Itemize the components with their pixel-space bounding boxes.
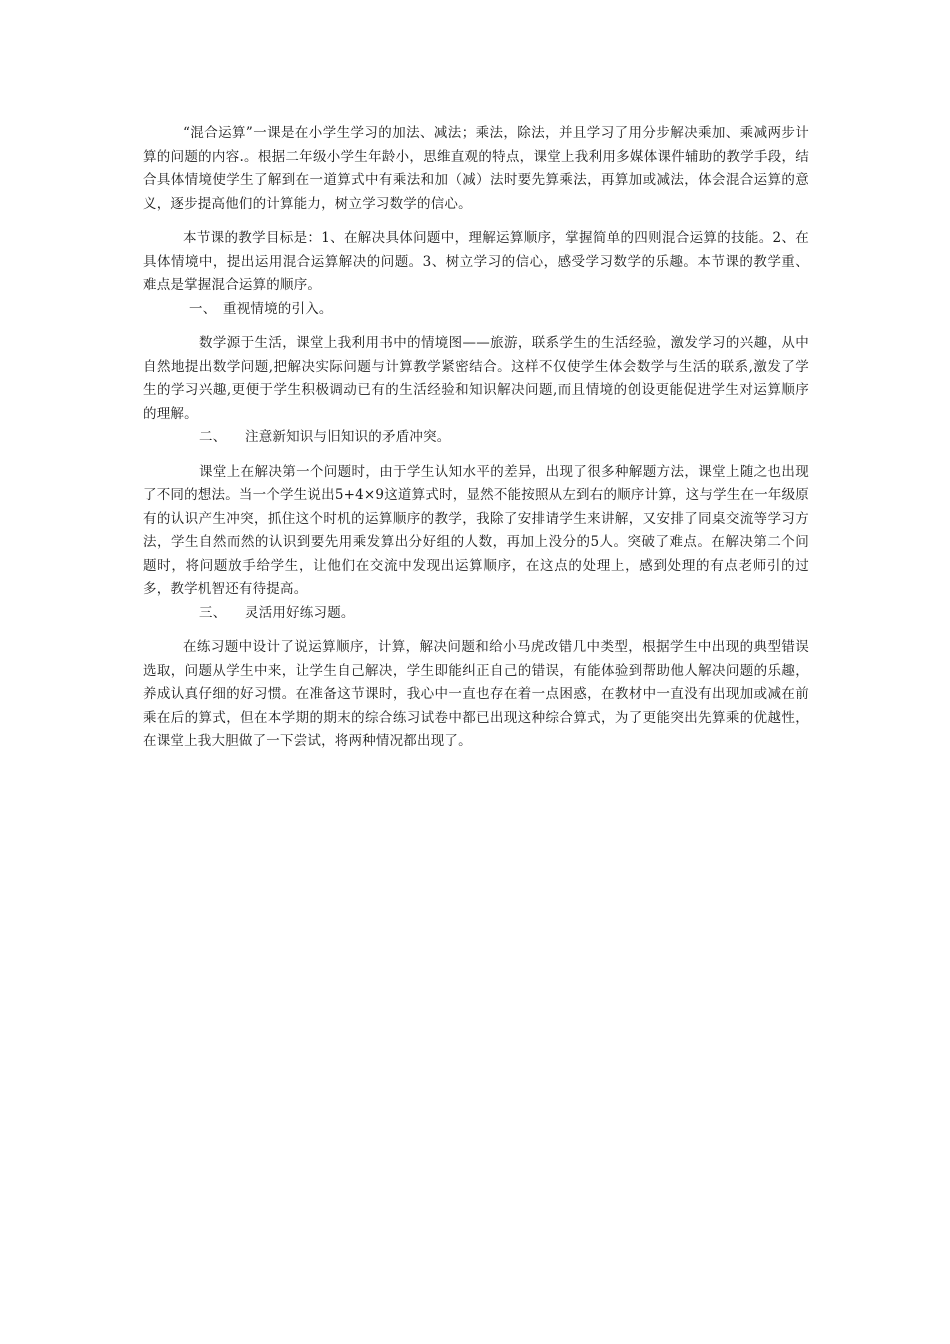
section-number-1: 一、 [189, 300, 217, 317]
section-number-3: 三、 [199, 604, 227, 621]
document-body [143, 122, 809, 754]
section-heading-3 [143, 602, 809, 626]
section-heading-1 [143, 298, 809, 322]
section-title-1: 重视情境的引入。 [223, 300, 333, 317]
section-number-2: 二、 [199, 429, 227, 445]
section-body-1: 数学源于生活，课堂上我利用书中的情境图——旅游，联系学生的生活经验，激发学习的兴趣，从中自然地提出数学问题,把解决实际问题与计算教学紧密结合。这样不仅使学生体会数学与生活的联系,激发了学生的学习兴趣,更便于学生积极调动已有的生活经验和知识解决问题,而且情境的创设更能促进学生对运算顺序的理解。 [143, 335, 809, 422]
intro-paragraph: “混合运算”一课是在小学生学习的加法、减法；乘法，除法，并且学习了用分步解决乘加、乘减两步计算的问题的内容.。根据二年级小学生年龄小，思维直观的特点，课堂上我利用多媒体课件辅助的教学手段，结合具体情境使学生了解到在一道算式中有乘法和加（减）法时要先算乘法，再算加或减法，体会混合运算的意义，逐步提高他们的计算能力，树立学习数学的信心。 [143, 125, 809, 212]
section-heading-2 [143, 426, 809, 450]
section-body-2: 课堂上在解决第一个问题时，由于学生认知水平的差异，出现了很多种解题方法，课堂上随之也出现了不同的想法。当一个学生说出5+4×9这道算式时，显然不能按照从左到右的顺序计算，这与学生在一年级原有的认识产生冲突，抓住这个时机的运算顺序的教学，我除了安排请学生来讲解，又安排了同桌交流等学习方法，学生自然而然的认识到要先用乘发算出分好组的人数，再加上没分的5人。突破了难点。在解决第二个问题时，将问题放手给学生，让他们在交流中发现出运算顺序，在这点的处理上，感到处理的有点老师引的过多，教学机智还有待提高。 [143, 463, 809, 597]
section-title-2: 注意新知识与旧知识的矛盾冲突。 [245, 429, 451, 445]
objectives-paragraph: 本节课的教学目标是：1、在解决具体问题中，理解运算顺序，掌握简单的四则混合运算的技能。2、在具体情境中，提出运用混合运算解决的问题。3、树立学习的信心，感受学习数学的乐趣。本节课的教学重、难点是掌握混合运算的顺序。 [143, 230, 809, 293]
section-body-3: 在练习题中设计了说运算顺序，计算，解决问题和给小马虎改错几中类型，根据学生中出现的典型错误选取，问题从学生中来，让学生自己解决，学生即能纠正自己的错误，有能体验到帮助他人解决问题的乐趣，养成认真仔细的好习惯。在准备这节课时，我心中一直也存在着一点困惑，在教材中一直没有出现加或减在前乘在后的算式，但在本学期的期末的综合练习试卷中都已出现这种综合算式，为了更能突出先算乘的优越性，在课堂上我大胆做了一下尝试，将两种情况都出现了。 [143, 639, 809, 749]
section-title-3: 灵活用好练习题。 [245, 604, 355, 621]
